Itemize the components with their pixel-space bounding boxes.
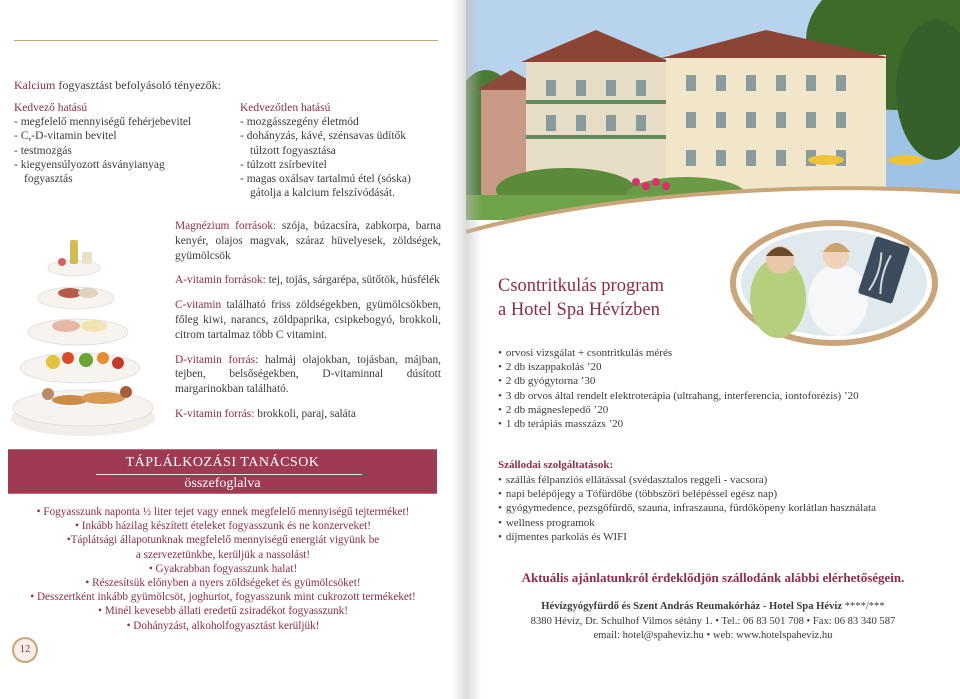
tip-item: • Desszertként inkább gyümölcsöt, joghurtot, fogyasszunk mint cukrozott termékeket! (30, 591, 416, 604)
list-item: • wellness programok (498, 516, 948, 530)
tip-item: •Táplátsági állapotunknak megfelelő mennyiségű energiát vigyünk be (66, 534, 380, 547)
source-vitamin-a: A-vitamin források: tej, tojás, sárgarépa, sütőtök, húsfélék (175, 274, 440, 287)
program-list (498, 346, 948, 431)
list-item: - mozgásszegény életmód (240, 116, 359, 129)
list-item: • 2 db mágneslepedő ’20 (498, 403, 948, 417)
right-page (466, 0, 960, 699)
list-item: - magas oxálsav tartalmú étel (sóska) (240, 173, 411, 186)
list-item: - testmozgás (14, 144, 72, 157)
favorable-heading: Kedvező hatású (14, 102, 88, 114)
program-title: Csontritkulás program a Hotel Spa Hévízben (498, 276, 664, 320)
list-item: - C,-D-vitamin bevitel (14, 130, 117, 143)
list-item: gátolja a kalcium felszívódását. (250, 187, 395, 200)
page-number: 12 (12, 637, 38, 663)
hotel-web: email: hotel@spaheviz.hu • web: www.hotelspaheviz.hu (593, 630, 833, 642)
left-page (0, 0, 466, 699)
food-pyramid-image (8, 218, 168, 440)
list-item: • szállás félpanziós ellátással (svédasztalos reggeli - vacsora) (498, 473, 948, 487)
services-list (498, 473, 948, 544)
page-gutter (452, 0, 482, 699)
list-item: • 2 db iszappakolás ’20 (498, 360, 948, 374)
list-item: túlzott fogyasztása (250, 144, 336, 157)
hotel-address: 8380 Hévíz, Dr. Schulhof Vilmos sétány 1. • Tel.: 06 83 501 708 • Fax: 06 83 340 587 (530, 615, 896, 627)
list-item: • 3 db orvos által rendelt elektroterápia (ultrahang, interferencia, iontoforézis) ’20 (498, 389, 948, 403)
doctor-patient-photo (728, 218, 940, 348)
banner-title: TÁPLÁLKOZÁSI TANÁCSOK (125, 455, 320, 470)
tip-item: a szervezetünkbe, kerüljük a nassolást! (135, 548, 311, 561)
list-item: • orvosi vizsgálat + csontritkulás mérés (498, 346, 948, 360)
favorable-factors (14, 101, 214, 186)
tip-item: • Inkább házilag készített ételeket fogyasszunk és ne konzerveket! (75, 520, 371, 533)
banner-divider (96, 474, 362, 475)
source-vitamin-k: K-vitamin forrás: brokkoli, paraj, saláta (175, 407, 356, 420)
list-item: • napi belépőjegy a Tófürdőbe (többszöri belépéssel egész nap) (498, 487, 948, 501)
tip-item: • Minél kevesebb állati eredetű zsiradékot fogyasszunk! (98, 605, 348, 618)
tip-item: • Fogyasszunk naponta ½ liter tejet vagy ennek megfelelő mennyiségű tejterméket! (36, 506, 410, 518)
list-item: - kiegyensúlyozott ásványianyag (14, 158, 165, 171)
hotel-stars: ****/*** (842, 601, 885, 612)
tip-item: • Dohányzást, alkoholfogyasztást kerüljük! (126, 619, 320, 632)
source-magnesium: Magnézium források: szója, búzacsíra, zabkorpa, barna kenyér, olajos magvak, száraz hüvelyesek, zöldségek, gyümölcsök (175, 220, 442, 262)
tip-item: • Részesítsük előnyben a nyers zöldségeket és gyümölcsöket! (85, 577, 361, 590)
tip-item: • Gyakrabban fogyasszunk halat! (148, 562, 298, 575)
unfavorable-factors (240, 101, 450, 200)
list-item: - dohányzás, kávé, szénsavas üdítők (240, 130, 407, 143)
list-item: - megfelelő mennyiségű fehérjebevitel (14, 116, 192, 129)
hotel-name: Hévízgyógyfürdő és Szent András Reumakórház - Hotel Spa Hévíz (541, 601, 843, 612)
list-item: fogyasztás (24, 173, 73, 186)
banner-subtitle: összefoglalva (184, 476, 261, 491)
list-item: • díjmentes parkolás és WIFI (498, 530, 948, 544)
services-heading: Szállodai szolgáltatások: (498, 459, 614, 471)
nutrition-tips-list (8, 505, 438, 633)
contact-info (466, 600, 960, 644)
kalcium-heading: Kalcium fogyasztást befolyásoló tényezők: (14, 78, 221, 92)
offer-callout: Aktuális ajánlatunkról érdeklődjön szállodánk alábbi elérhetőségein. (521, 570, 905, 585)
list-item: • 1 db terápiás masszázs ’20 (498, 417, 948, 431)
source-vitamin-c: C-vitamin található friss zöldségekben, gyümölcsökben, főleg kiwi, narancs, zöldpaprika, csipkebogyó, brokkoli, citrom tartalmaz több C vitamint. (175, 299, 441, 341)
unfavorable-heading: Kedvezőtlen hatású (240, 102, 331, 114)
vitamin-sources (175, 219, 441, 432)
nutrition-tips-banner (8, 449, 437, 494)
top-rule (14, 40, 438, 41)
list-item: • 2 db gyógytorna ’30 (498, 374, 948, 388)
list-item: • gyógymedence, pezsgőfürdő, szauna, infraszauna, fürdőköpeny korlátlan használata (498, 501, 948, 515)
list-item: - túlzott zsírbevitel (240, 158, 327, 171)
source-vitamin-d: D-vitamin forrás: halmáj olajokban, tojásban, májban, tejben, belsőségekben, D-vitaminnal dúsított margarinokban található. (175, 353, 441, 396)
